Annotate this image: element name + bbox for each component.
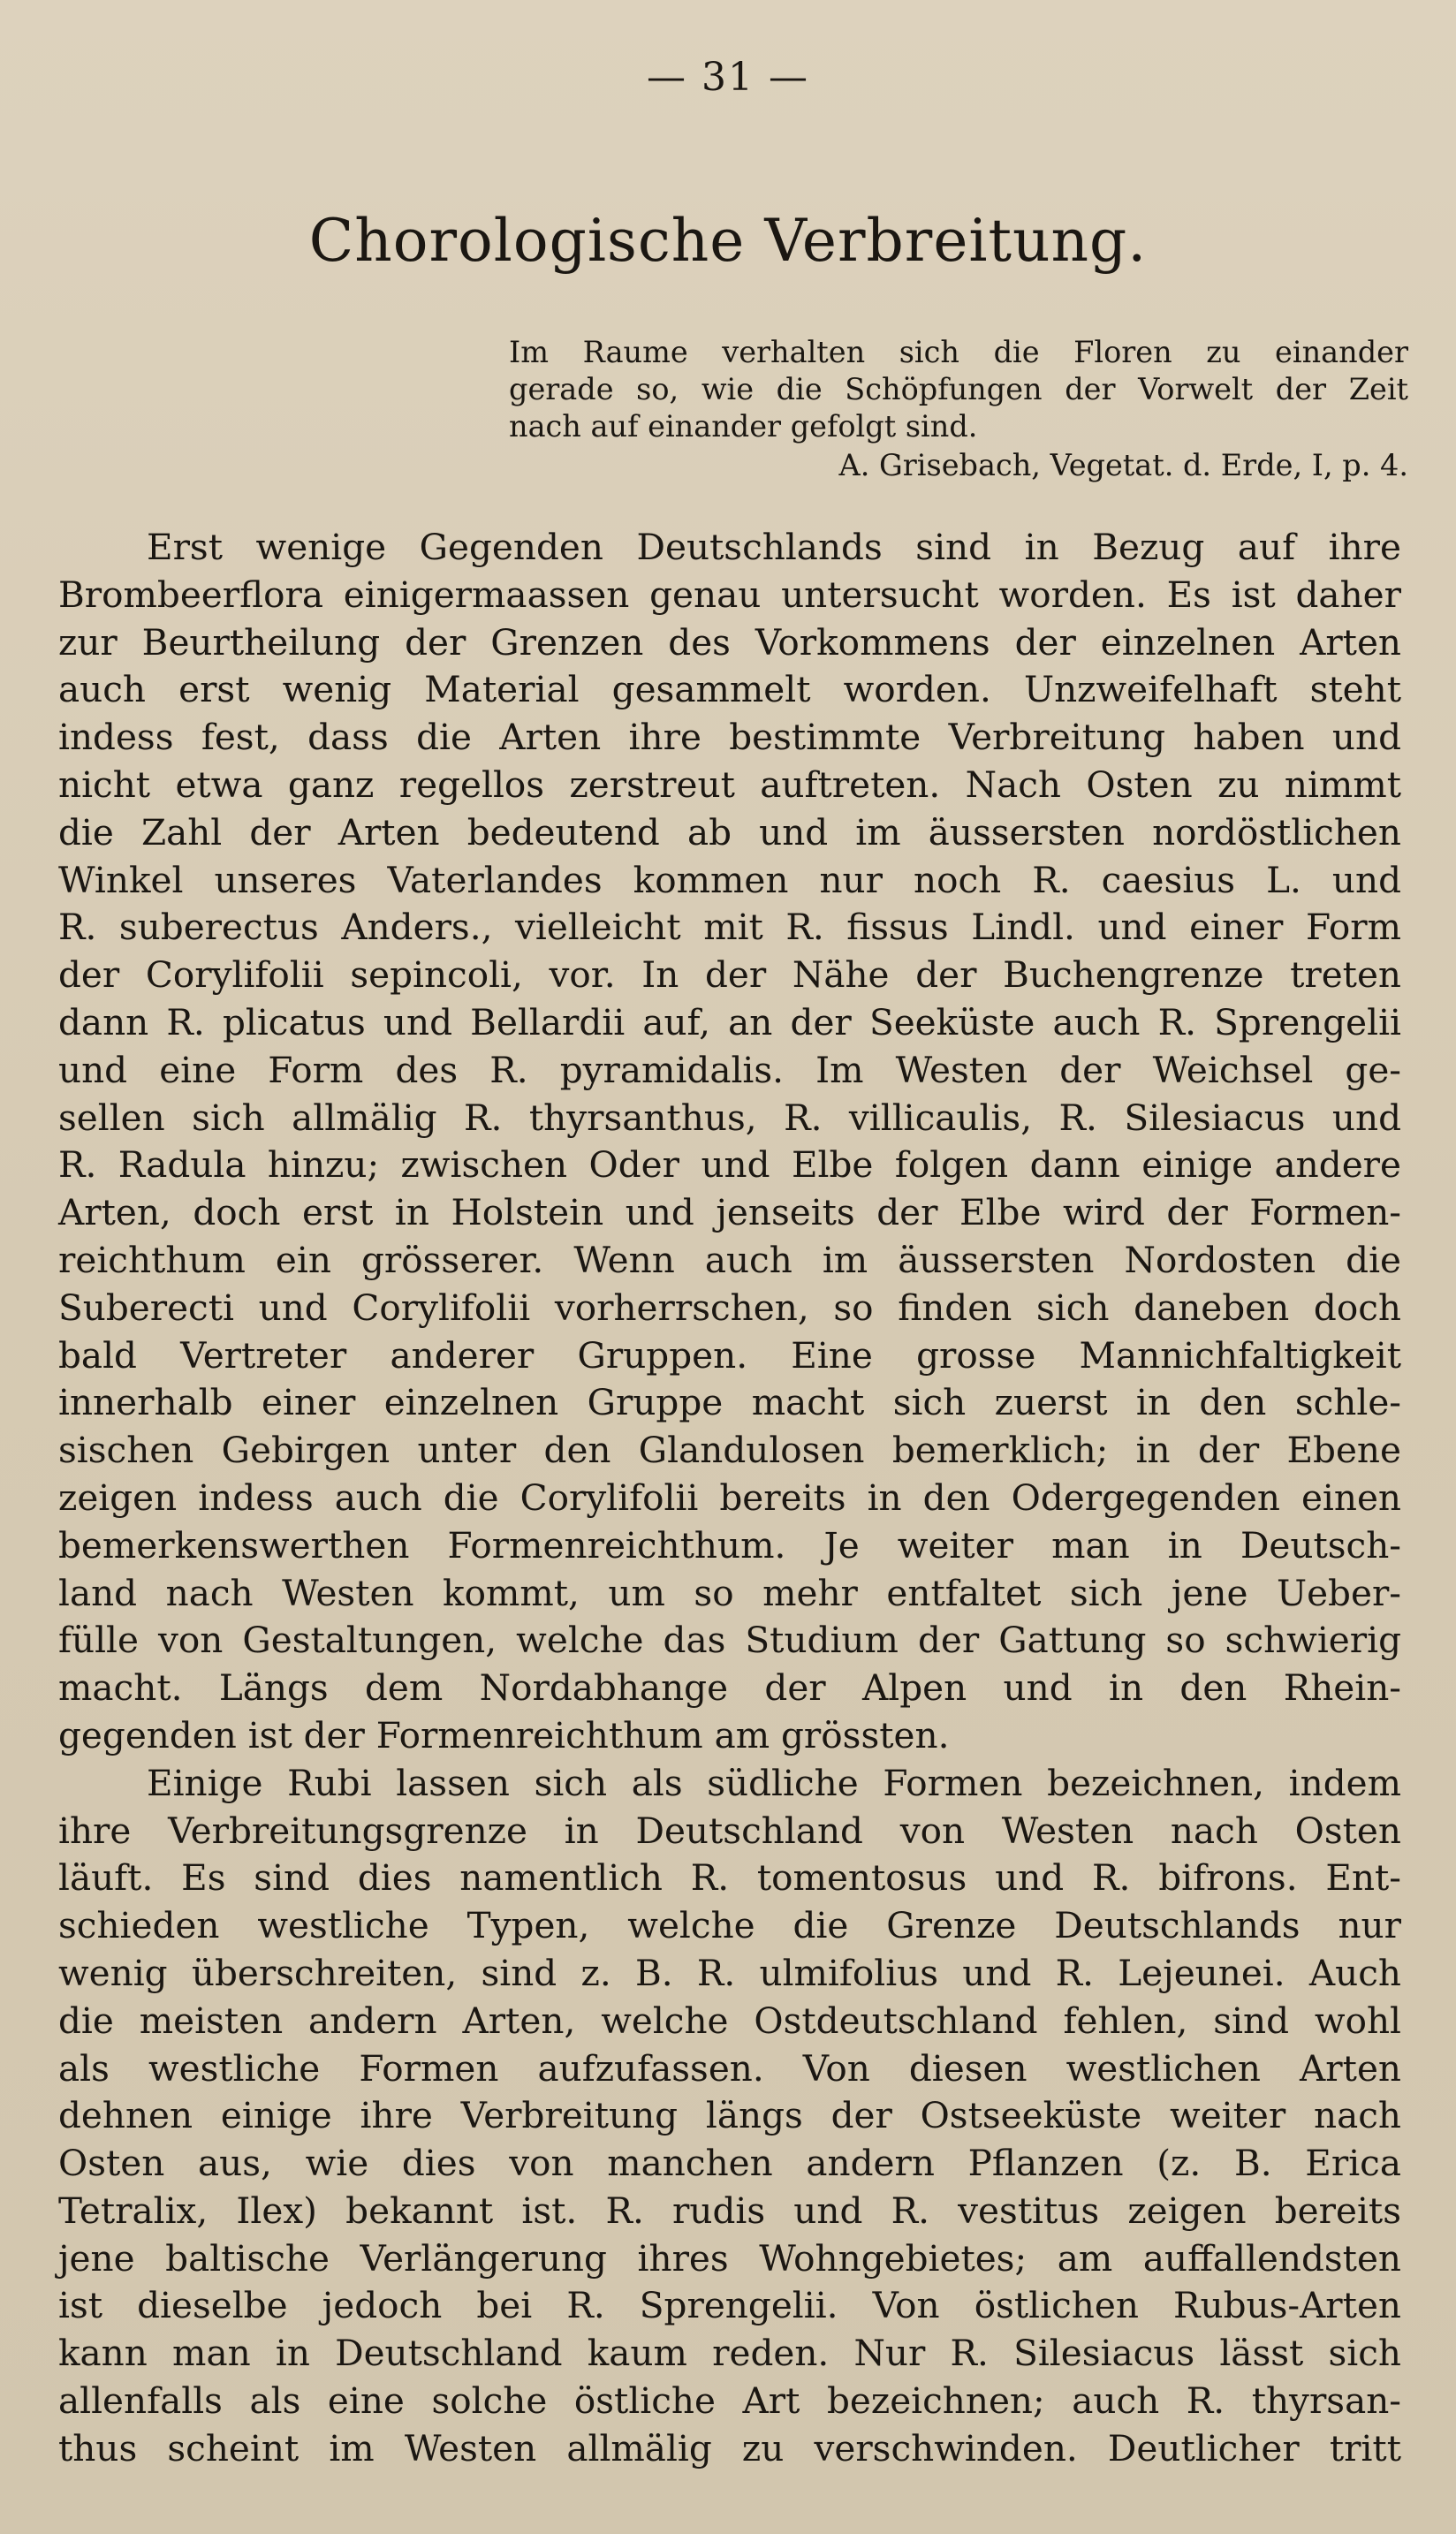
text-line: sellen sich allmälig R. thyrsanthus, R. villicaulis, R. Silesiacus und bbox=[58, 1096, 1401, 1139]
text-line: Winkel unseres Vaterlandes kommen nur noch R. caesius L. und bbox=[58, 858, 1401, 901]
text-line: und eine Form des R. pyramidalis. Im Westen der Weichsel ge- bbox=[58, 1048, 1401, 1091]
text-line: innerhalb einer einzelnen Gruppe macht sich zuerst in den schle- bbox=[58, 1381, 1401, 1424]
text-line: R. Radula hinzu; zwischen Oder und Elbe folgen dann einige andere bbox=[58, 1143, 1401, 1187]
text-line: dann R. plicatus und Bellardii auf, an der Seeküste auch R. Sprengelii bbox=[58, 1000, 1401, 1043]
text-line: bemerkenswerthen Formenreichthum. Je weiter man in Deutsch- bbox=[58, 1523, 1401, 1567]
text-line: thus scheint im Westen allmälig zu verschwinden. Deutlicher tritt bbox=[58, 2426, 1401, 2470]
text-line: sischen Gebirgen unter den Glandulosen bemerklich; in der Ebene bbox=[58, 1429, 1401, 1472]
text-line: die Zahl der Arten bedeutend ab und im äussersten nordöstlichen bbox=[58, 810, 1401, 854]
text-line: zur Beurtheilung der Grenzen des Vorkommens der einzelnen Arten bbox=[58, 620, 1401, 664]
text-line: nicht etwa ganz regellos zerstreut auftreten. Nach Osten zu nimmt bbox=[58, 762, 1401, 806]
text-line: ist dieselbe jedoch bei R. Sprengelii. Von östlichen Rubus-Arten bbox=[58, 2284, 1401, 2327]
epigraph-line: gerade so, wie die Schöpfungen der Vorwelt der Zeit bbox=[509, 372, 1408, 406]
text-line: der Corylifolii sepincoli, vor. In der Nähe der Buchengrenze treten bbox=[58, 953, 1401, 997]
text-line: läuft. Es sind dies namentlich R. tomentosus und R. bifrons. Ent- bbox=[58, 1856, 1401, 1900]
text-line: land nach Westen kommt, um so mehr entfaltet sich jene Ueber- bbox=[58, 1571, 1401, 1614]
text-line: bald Vertreter anderer Gruppen. Eine grosse Mannichfaltigkeit bbox=[58, 1333, 1401, 1377]
text-line: schieden westliche Typen, welche die Grenze Deutschlands nur bbox=[58, 1904, 1401, 1947]
text-line: kann man in Deutschland kaum reden. Nur R. Silesiacus lässt sich bbox=[58, 2332, 1401, 2375]
text-line: Tetralix, Ilex) bekannt ist. R. rudis und R. vestitus zeigen bereits bbox=[58, 2189, 1401, 2232]
epigraph-attribution: A. Grisebach, Vegetat. d. Erde, I, p. 4. bbox=[838, 448, 1408, 482]
body-text bbox=[58, 524, 1401, 2473]
text-line: Osten aus, wie dies von manchen andern Pflanzen (z. B. Erica bbox=[58, 2142, 1401, 2185]
text-line: Brombeerflora einigermaassen genau untersucht worden. Es ist daher bbox=[58, 573, 1401, 616]
text-line: jene baltische Verlängerung ihres Wohngebietes; am auffallendsten bbox=[58, 2236, 1401, 2280]
page-number: — 31 — bbox=[647, 55, 809, 100]
text-line: reichthum ein grösserer. Wenn auch im äussersten Nordosten die bbox=[58, 1238, 1401, 1281]
text-line: wenig überschreiten, sind z. B. R. ulmifolius und R. Lejeunei. Auch bbox=[58, 1951, 1401, 1994]
chapter-title: Chorologische Verbreitung. bbox=[308, 207, 1148, 275]
text-line: R. suberectus Anders., vielleicht mit R. fissus Lindl. und einer Form bbox=[58, 906, 1401, 949]
text-line: indess fest, dass die Arten ihre bestimmte Verbreitung haben und bbox=[58, 716, 1401, 759]
text-line: Suberecti und Corylifolii vorherrschen, so finden sich daneben doch bbox=[58, 1286, 1401, 1329]
text-line: auch erst wenig Material gesammelt worden. Unzweifelhaft steht bbox=[58, 668, 1401, 711]
text-line: Erst wenige Gegenden Deutschlands sind in Bezug auf ihre bbox=[147, 526, 1401, 568]
text-line: ihre Verbreitungsgrenze in Deutschland von Westen nach Osten bbox=[58, 1809, 1401, 1852]
text-line: dehnen einige ihre Verbreitung längs der Ostseeküste weiter nach bbox=[58, 2094, 1401, 2137]
text-line: fülle von Gestaltungen, welche das Studium der Gattung so schwierig bbox=[58, 1619, 1401, 1662]
text-line: als westliche Formen aufzufassen. Von diesen westlichen Arten bbox=[58, 2046, 1401, 2090]
epigraph bbox=[509, 334, 1408, 484]
epigraph-line: Im Raume verhalten sich die Floren zu einander bbox=[509, 335, 1408, 369]
text-line: Einige Rubi lassen sich als südliche Formen bezeichnen, indem bbox=[147, 1761, 1401, 1804]
text-line: Arten, doch erst in Holstein und jenseits der Elbe wird der Formen- bbox=[58, 1191, 1401, 1234]
text-line: zeigen indess auch die Corylifolii bereits in den Odergegenden einen bbox=[58, 1476, 1401, 1519]
text-line: gegenden ist der Formenreichthum am grössten. bbox=[58, 1713, 950, 1756]
epigraph-line: nach auf einander gefolgt sind. bbox=[509, 409, 978, 444]
text-line: allenfalls als eine solche östliche Art bezeichnen; auch R. thyrsan- bbox=[58, 2379, 1401, 2423]
text-line: die meisten andern Arten, welche Ostdeutschland fehlen, sind wohl bbox=[58, 1999, 1401, 2042]
text-line: macht. Längs dem Nordabhange der Alpen und in den Rhein- bbox=[58, 1666, 1401, 1710]
